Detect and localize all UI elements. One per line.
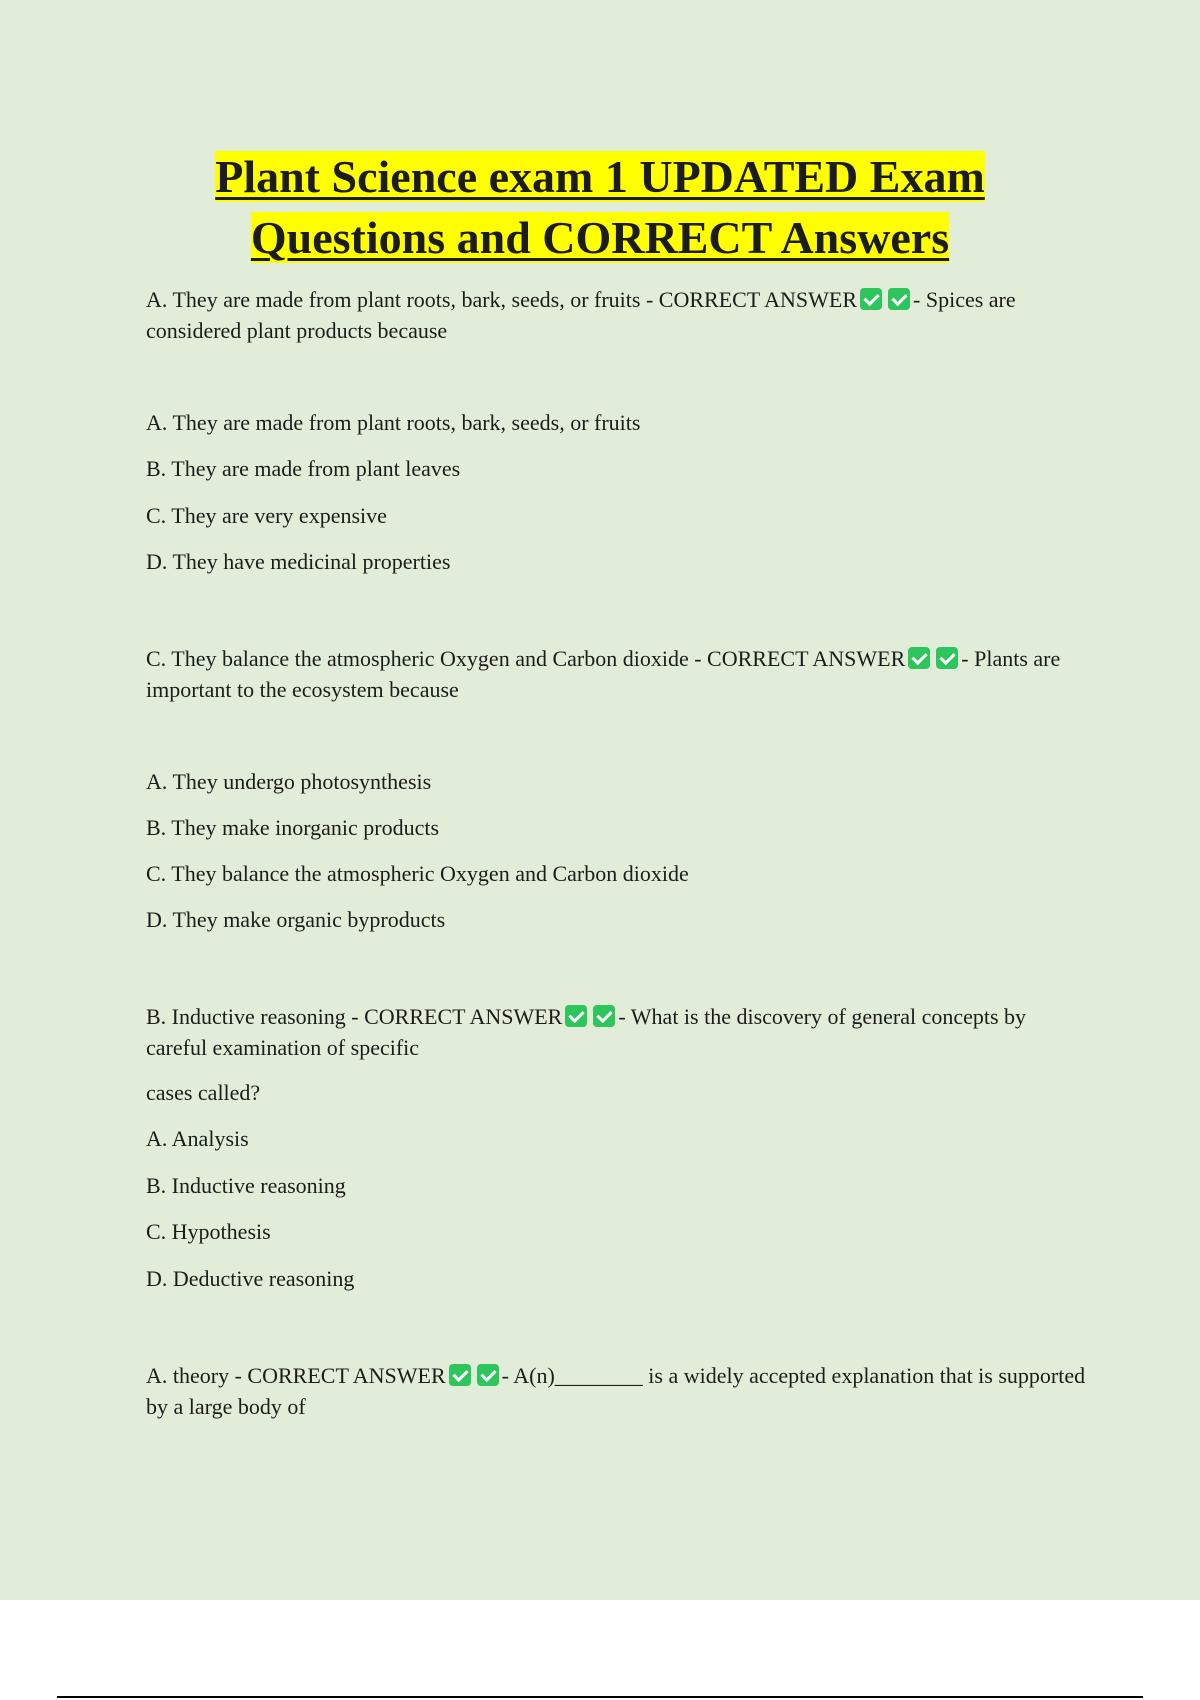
checkmark-icon <box>449 1364 471 1386</box>
answer-text: A. theory - CORRECT ANSWER <box>146 1363 446 1388</box>
question-2-answer <box>146 643 1091 705</box>
option-c: C. They balance the atmospheric Oxygen and Carbon dioxide <box>146 861 689 886</box>
answer-text: C. They balance the atmospheric Oxygen and Carbon dioxide - CORRECT ANSWER <box>146 646 906 671</box>
question-prompt: - What is the discovery of general concepts by careful examination of specific <box>146 1004 1027 1060</box>
checkmark-icon <box>477 1364 499 1386</box>
option-b: B. They are made from plant leaves <box>146 456 461 481</box>
option-a: A. They undergo photosynthesis <box>146 769 432 794</box>
title-line-2: Questions and CORRECT Answers <box>250 212 950 263</box>
question-1-answer <box>146 284 1091 346</box>
option-c: C. They are very expensive <box>146 503 387 528</box>
title-line-1: Plant Science exam 1 UPDATED Exam <box>215 151 985 202</box>
checkmark-icon <box>593 1005 615 1027</box>
checkmark-icon <box>888 288 910 310</box>
answer-text: B. Inductive reasoning - CORRECT ANSWER <box>146 1004 563 1029</box>
checkmark-icon <box>936 647 958 669</box>
option-b: B. Inductive reasoning <box>146 1173 346 1198</box>
question-prompt: - Plants are important to the ecosystem because <box>146 646 1061 702</box>
option-d: D. Deductive reasoning <box>146 1266 355 1291</box>
checkmark-icon <box>908 647 930 669</box>
document-title <box>0 146 1200 268</box>
option-d: D. They make organic byproducts <box>146 907 446 932</box>
option-a: A. Analysis <box>146 1126 249 1151</box>
answer-text: A. They are made from plant roots, bark, seeds, or fruits - CORRECT ANSWER <box>146 287 858 312</box>
checkmark-icon <box>860 288 882 310</box>
option-b: B. They make inorganic products <box>146 815 440 840</box>
question-4-answer <box>146 1360 1091 1422</box>
option-d: D. They have medicinal properties <box>146 549 451 574</box>
checkmark-icon <box>565 1005 587 1027</box>
footer-divider <box>57 1696 1143 1698</box>
option-c: C. Hypothesis <box>146 1219 271 1244</box>
question-continuation: cases called? <box>146 1080 261 1105</box>
question-prompt: - A(n)________ is a widely accepted explanation that is supported by a large body of <box>146 1363 1086 1419</box>
option-a: A. They are made from plant roots, bark, seeds, or fruits <box>146 410 641 435</box>
question-3-answer <box>146 1001 1091 1063</box>
question-prompt: - Spices are considered plant products because <box>146 287 1016 343</box>
